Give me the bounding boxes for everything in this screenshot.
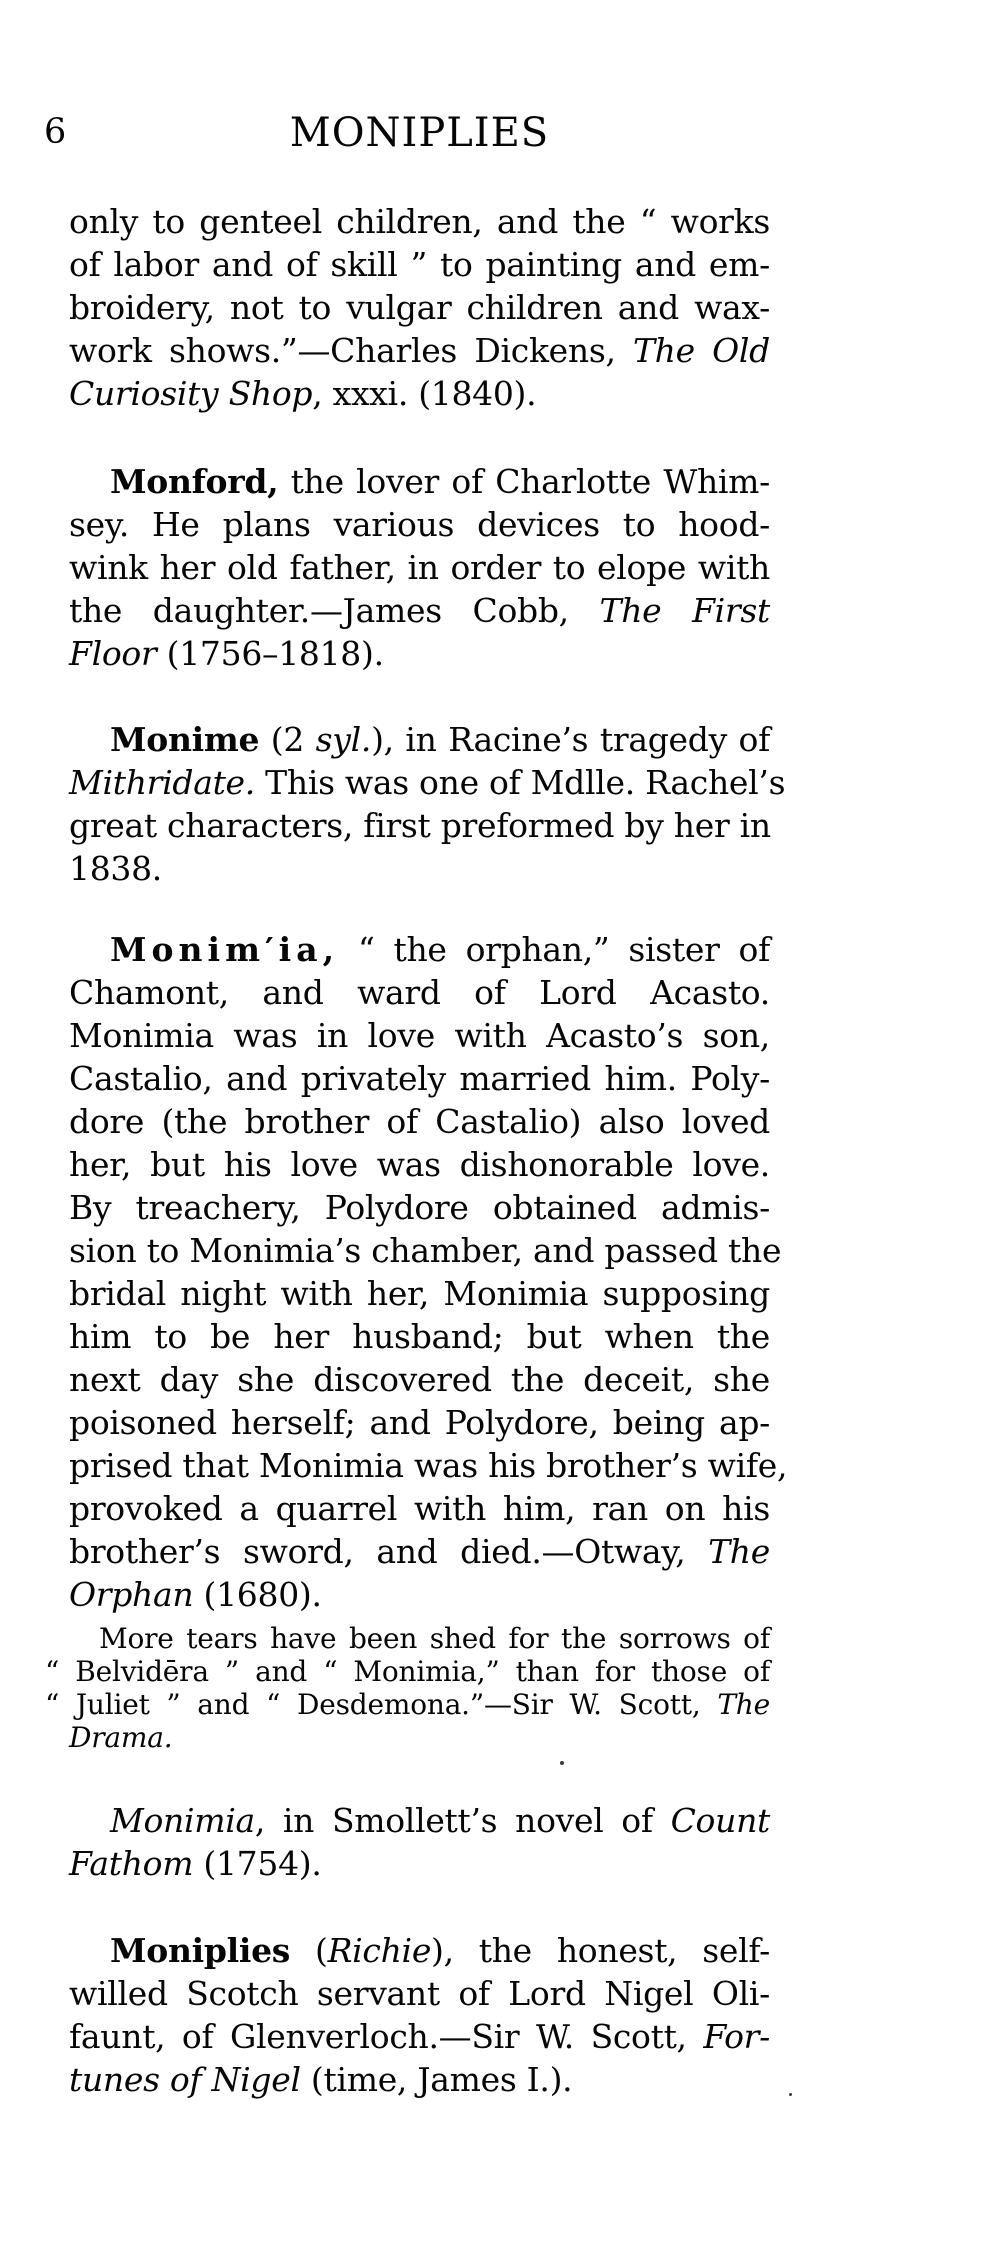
text-line (69, 971, 770, 1014)
text-line (69, 1057, 770, 1100)
text-line (69, 1721, 770, 1754)
scott-quotation (45, 1622, 770, 1754)
text-line (69, 804, 770, 847)
text-segment: next day she discovered the deceit, she (69, 1360, 770, 1399)
text-line (69, 1315, 770, 1358)
page-number: 6 (44, 112, 67, 152)
text-segment: 1838. (69, 849, 162, 888)
text-line (69, 1972, 770, 2015)
text-segment: Castalio, and privately married him. Poly- (69, 1059, 770, 1098)
text-segment: The (717, 1688, 770, 1721)
text-segment: , in Smollett’s novel of (254, 1801, 671, 1840)
text-segment: great characters, first preformed by her in (69, 806, 771, 845)
entry-monimia-smollett (69, 1799, 770, 1885)
text-line (69, 243, 770, 286)
text-segment: Monimia was in love with Acasto’s son, (69, 1016, 770, 1055)
text-line (69, 847, 770, 890)
text-line (69, 718, 770, 761)
text-segment: “ the orphan,” sister of (339, 930, 770, 969)
scan-speck (789, 2093, 792, 2096)
text-segment: Moniplies (110, 1931, 291, 1970)
text-line (69, 286, 770, 329)
text-line (69, 1401, 770, 1444)
text-segment: Orphan (69, 1575, 194, 1614)
text-segment: sey. He plans various devices to hood- (69, 505, 770, 544)
scan-speck (560, 1761, 564, 1765)
entry-moniplies (69, 1929, 770, 2101)
text-segment: (time, James I.). (300, 2060, 573, 2099)
text-segment: of labor and of skill ” to painting and em- (69, 245, 770, 284)
entry-monimia (69, 928, 788, 1616)
text-segment: , xxxi. (1840). (312, 374, 537, 413)
text-segment: Richie (327, 1931, 432, 1970)
text-line (69, 1358, 770, 1401)
text-line (69, 329, 770, 372)
text-line (69, 200, 770, 243)
text-line (69, 2015, 770, 2058)
text-segment: The (708, 1532, 770, 1571)
text-line (69, 1573, 770, 1616)
text-segment: the lover of Charlotte Whim- (278, 462, 770, 501)
text-line (69, 1842, 770, 1885)
text-segment: ), in Racine’s tragedy of (371, 720, 770, 759)
text-segment: Floor (69, 634, 157, 673)
text-line (69, 589, 770, 632)
text-segment: ), the honest, self- (431, 1931, 770, 1970)
text-segment: bridal night with her, Monimia supposing (69, 1274, 770, 1313)
text-segment: The Old (632, 331, 770, 370)
text-segment: wink her old father, in order to elope with (69, 548, 770, 587)
entry-monford (69, 460, 770, 675)
text-segment: sion to Monimia’s chamber, and passed the (69, 1231, 782, 1270)
text-segment: (1756–1818). (156, 634, 384, 673)
text-line (69, 1929, 770, 1972)
text-segment: Drama. (69, 1721, 173, 1754)
text-line (69, 503, 770, 546)
text-segment: For- (703, 2017, 770, 2056)
text-segment: Count (670, 1801, 770, 1840)
text-segment: the daughter.—James Cobb, (69, 591, 600, 630)
text-segment: faunt, of Glenverloch.—Sir W. Scott, (69, 2017, 704, 2056)
text-segment: prised that Monimia was his brother’s wife, (69, 1446, 788, 1485)
text-segment: Mithridate. (69, 763, 255, 802)
text-line (69, 1143, 770, 1186)
text-segment: syl. (315, 720, 372, 759)
text-segment: willed Scotch servant of Lord Nigel Oli- (69, 1974, 770, 2013)
text-line (69, 1186, 770, 1229)
text-line (69, 632, 770, 675)
text-line (69, 1444, 788, 1487)
text-line (69, 1100, 770, 1143)
text-segment: Chamont, and ward of Lord Acasto. (69, 973, 770, 1012)
text-line (69, 2058, 770, 2101)
text-line (69, 1014, 770, 1057)
text-line (69, 460, 770, 503)
text-segment: Monime (110, 720, 260, 759)
text-segment: him to be her husband; but when the (69, 1317, 770, 1356)
text-line (69, 1272, 770, 1315)
text-line (45, 1655, 770, 1688)
text-segment: brother’s sword, and died.—Otway, (69, 1532, 709, 1571)
text-line (69, 372, 770, 415)
entry-monime (69, 718, 786, 890)
text-segment: “ Belvidēra ” and “ Monimia,” than for those of (45, 1655, 770, 1688)
text-segment: Monim′ia, (110, 930, 340, 969)
text-segment: “ Juliet ” and “ Desdemona.”—Sir W. Scott, (45, 1688, 718, 1721)
text-line (69, 1799, 770, 1842)
text-segment: provoked a quarrel with him, ran on his (69, 1489, 770, 1528)
text-segment: This was one of Mdlle. Rachel’s (254, 763, 786, 802)
dickens-continuation (69, 200, 770, 415)
text-segment: By treachery, Polydore obtained admis- (69, 1188, 770, 1227)
text-column (45, 200, 788, 2101)
text-segment: Monford, (110, 462, 279, 501)
text-segment: her, but his love was dishonorable love. (69, 1145, 770, 1184)
text-segment: Fathom (69, 1844, 194, 1883)
text-segment: Monimia (110, 1801, 255, 1840)
text-line (69, 1530, 770, 1573)
text-segment: (1680). (193, 1575, 322, 1614)
text-line (69, 1229, 782, 1272)
text-segment: only to genteel children, and the “ works (69, 202, 770, 241)
text-segment: poisoned herself; and Polydore, being ap- (69, 1403, 770, 1442)
text-segment: The First (599, 591, 770, 630)
text-segment: (2 (259, 720, 316, 759)
text-line (45, 1688, 770, 1721)
text-segment: More tears have been shed for the sorrows of (99, 1622, 770, 1655)
text-line (69, 546, 770, 589)
text-line (69, 928, 770, 971)
text-line (69, 761, 786, 804)
text-segment: dore (the brother of Castalio) also loved (69, 1102, 770, 1141)
text-line (69, 1622, 770, 1655)
text-segment: broidery, not to vulgar children and wax- (69, 288, 770, 327)
text-segment: work shows.”—Charles Dickens, (69, 331, 633, 370)
text-segment: Curiosity Shop (69, 374, 313, 413)
running-head-title: MONIPLIES (289, 110, 550, 156)
text-segment: ( (290, 1931, 328, 1970)
text-line (69, 1487, 770, 1530)
text-segment: (1754). (193, 1844, 322, 1883)
text-segment: tunes of Nigel (69, 2060, 301, 2099)
